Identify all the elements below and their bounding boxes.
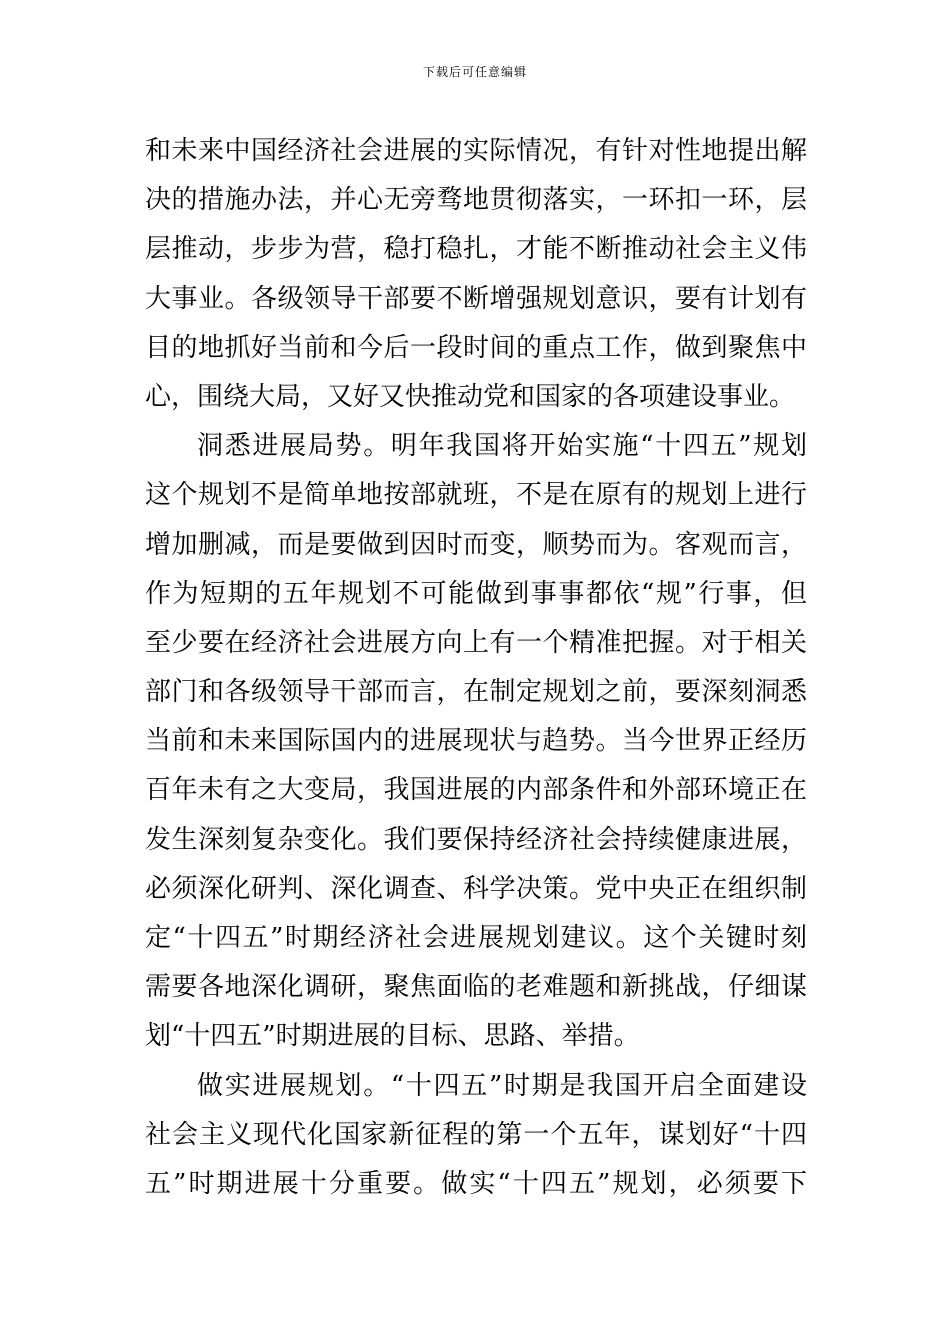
text-line: 划“十四五”时期进展的目标、思路、举措。 xyxy=(145,1021,640,1052)
text-line: 部门和各级领导干部而言，在制定规划之前，要深刻洞悉 xyxy=(145,677,807,708)
text-line: 需要各地深化调研，聚焦面临的老难题和新挑战，仔细谋 xyxy=(145,972,807,1003)
text-line: 大事业。各级领导干部要不断增强规划意识，要有计划有 xyxy=(145,283,807,314)
page-header: 下载后可任意编辑 xyxy=(422,65,527,79)
text-line: 百年未有之大变局，我国进展的内部条件和外部环境正在 xyxy=(145,775,807,806)
text-line: 作为短期的五年规划不可能做到事事都依“规”行事，但 xyxy=(145,578,807,609)
text-line: 心，围绕大局，又好又快推动党和国家的各项建设事业。 xyxy=(145,381,796,412)
text-line: 当前和未来国际国内的进展现状与趋势。当今世界正经历 xyxy=(145,726,807,757)
text-line: 和未来中国经济社会进展的实际情况，有针对性地提出解 xyxy=(145,136,807,166)
text-line: 社会主义现代化国家新征程的第一个五年，谋划好“十四 xyxy=(145,1119,807,1150)
paragraph-first-line: 洞悉进展局势。明年我国将开始实施“十四五”规划 xyxy=(197,431,807,462)
text-line: 定“十四五”时期经济社会进展规划建议。这个关键时刻 xyxy=(145,923,807,953)
text-line: 发生深刻复杂变化。我们要保持经济社会持续健康进展， xyxy=(145,824,807,855)
text-line: 决的措施办法，并心无旁骛地贯彻落实，一环扣一环，层 xyxy=(145,185,807,216)
text-line: 至少要在经济社会进展方向上有一个精准把握。对于相关 xyxy=(145,627,807,658)
text-line: 这个规划不是简单地按部就班，不是在原有的规划上进行 xyxy=(145,480,807,511)
text-line: 必须深化研判、深化调查、科学决策。党中央正在组织制 xyxy=(145,873,807,904)
paragraph-first-line: 做实进展规划。“十四五”时期是我国开启全面建设 xyxy=(197,1070,807,1101)
text-line: 增加删减，而是要做到因时而变，顺势而为。客观而言， xyxy=(145,529,807,560)
document-body xyxy=(145,127,807,1209)
text-line: 层推动，步步为营，稳打稳扎，才能不断推动社会主义伟 xyxy=(145,234,807,265)
text-line: 目的地抓好当前和今后一段时间的重点工作，做到聚焦中 xyxy=(145,332,807,363)
text-line: 五”时期进展十分重要。做实“十四五”规划，必须要下 xyxy=(145,1168,807,1199)
